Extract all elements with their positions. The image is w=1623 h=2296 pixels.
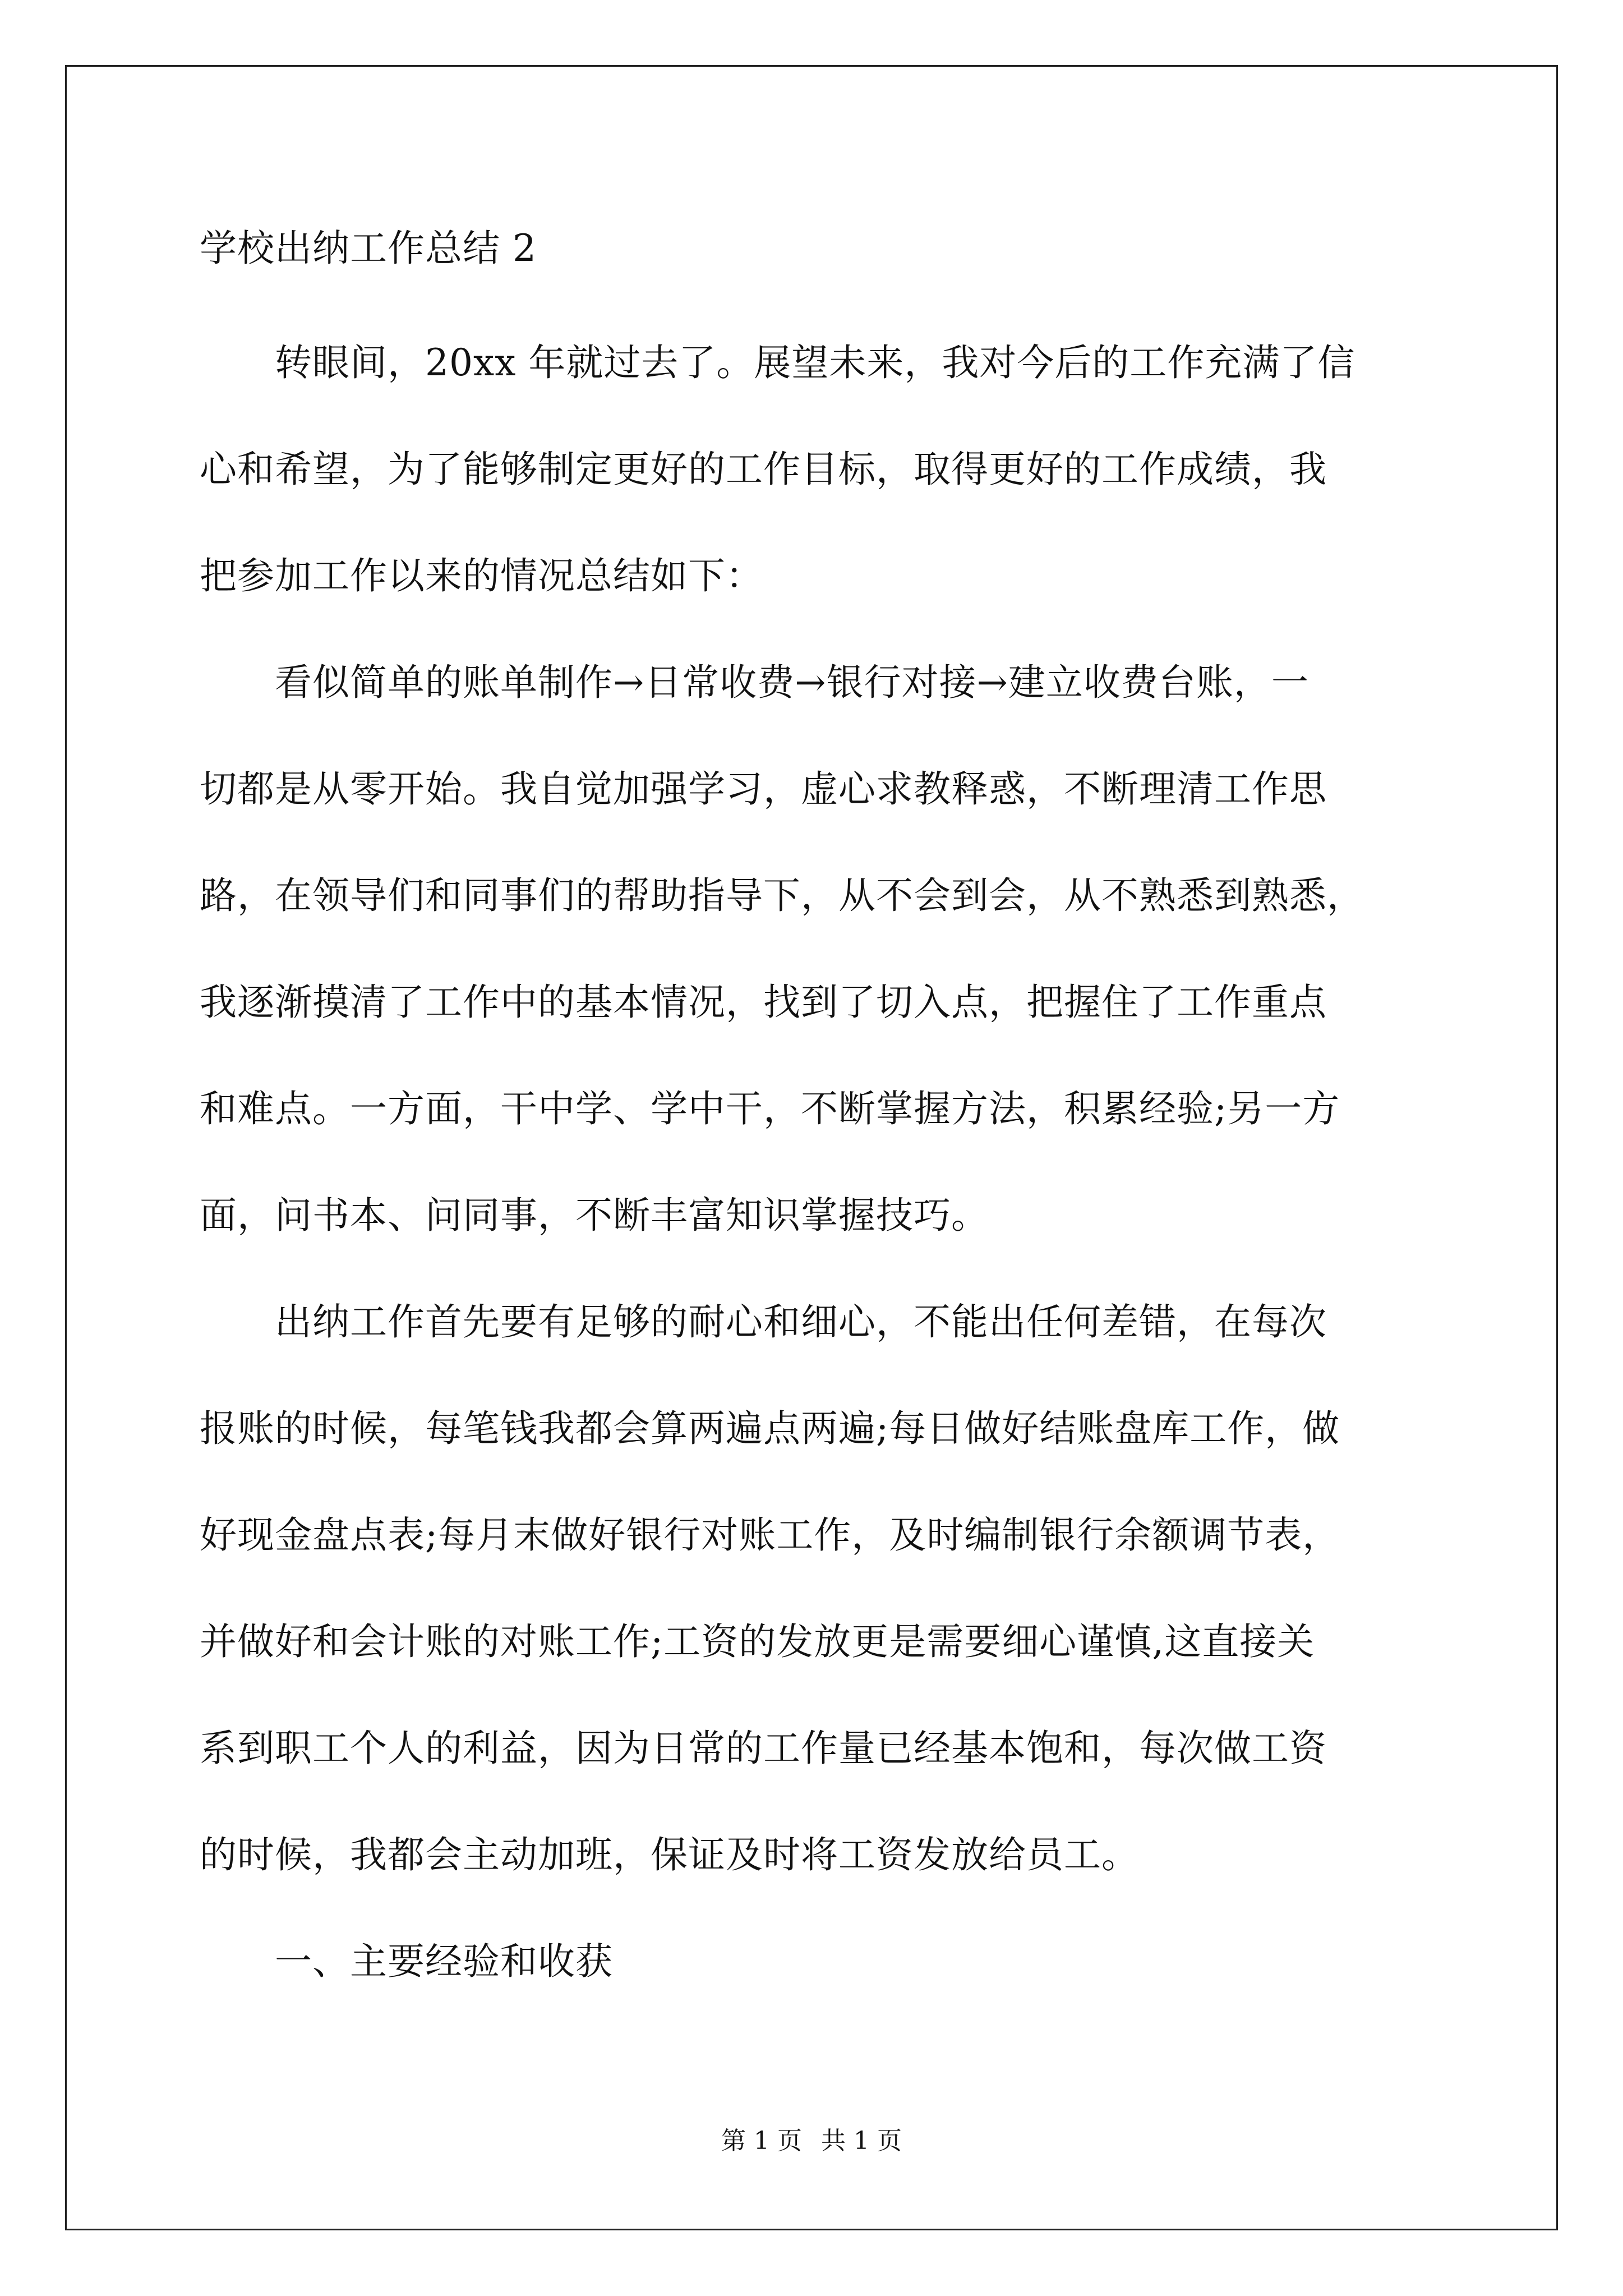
paragraph-line: 报账的时候，每笔钱我都会算两遍点两遍;每日做好结账盘库工作，做 (200, 1407, 1340, 1450)
page-number: 第 1 页 (721, 2127, 802, 2155)
page-footer (0, 2129, 1623, 2154)
document-title: 学校出纳工作总结 2 (200, 227, 537, 270)
paragraph-line: 面，问书本、问同事，不断丰富知识掌握技巧。 (200, 1194, 989, 1237)
paragraph-line: 把参加工作以来的情况总结如下： (200, 554, 763, 597)
paragraph-line: 转眼间，20xx 年就过去了。展望未来，我对今后的工作充满了信 (200, 341, 1355, 384)
paragraph-line: 和难点。一方面，干中学、学中干，不断掌握方法，积累经验;另一方 (200, 1087, 1340, 1130)
page-border (65, 65, 1558, 2230)
paragraph-line: 切都是从零开始。我自觉加强学习，虚心求教释惑，不断理清工作思 (200, 767, 1327, 811)
paragraph-line: 心和希望，为了能够制定更好的工作目标，取得更好的工作成绩，我 (200, 448, 1327, 491)
paragraph-line: 系到职工个人的利益，因为日常的工作量已经基本饱和，每次做工资 (200, 1727, 1327, 1770)
section-heading: 一、主要经验和收获 (200, 1940, 613, 1983)
paragraph-line: 我逐渐摸清了工作中的基本情况，找到了切入点，把握住了工作重点 (200, 981, 1327, 1024)
paragraph-line: 出纳工作首先要有足够的耐心和细心，不能出任何差错，在每次 (200, 1300, 1327, 1343)
paragraph-line: 路，在领导们和同事们的帮助指导下，从不会到会，从不熟悉到熟悉， (200, 874, 1364, 917)
paragraph-line: 看似简单的账单制作→日常收费→银行对接→建立收费台账，一 (200, 661, 1309, 704)
paragraph-line: 的时候，我都会主动加班，保证及时将工资发放给员工。 (200, 1833, 1139, 1876)
page-total: 共 1 页 (821, 2127, 902, 2155)
paragraph-line: 并做好和会计账的对账工作;工资的发放更是需要细心谨慎,这直接关 (200, 1620, 1315, 1663)
paragraph-line: 好现金盘点表;每月末做好银行对账工作，及时编制银行余额调节表， (200, 1513, 1340, 1557)
